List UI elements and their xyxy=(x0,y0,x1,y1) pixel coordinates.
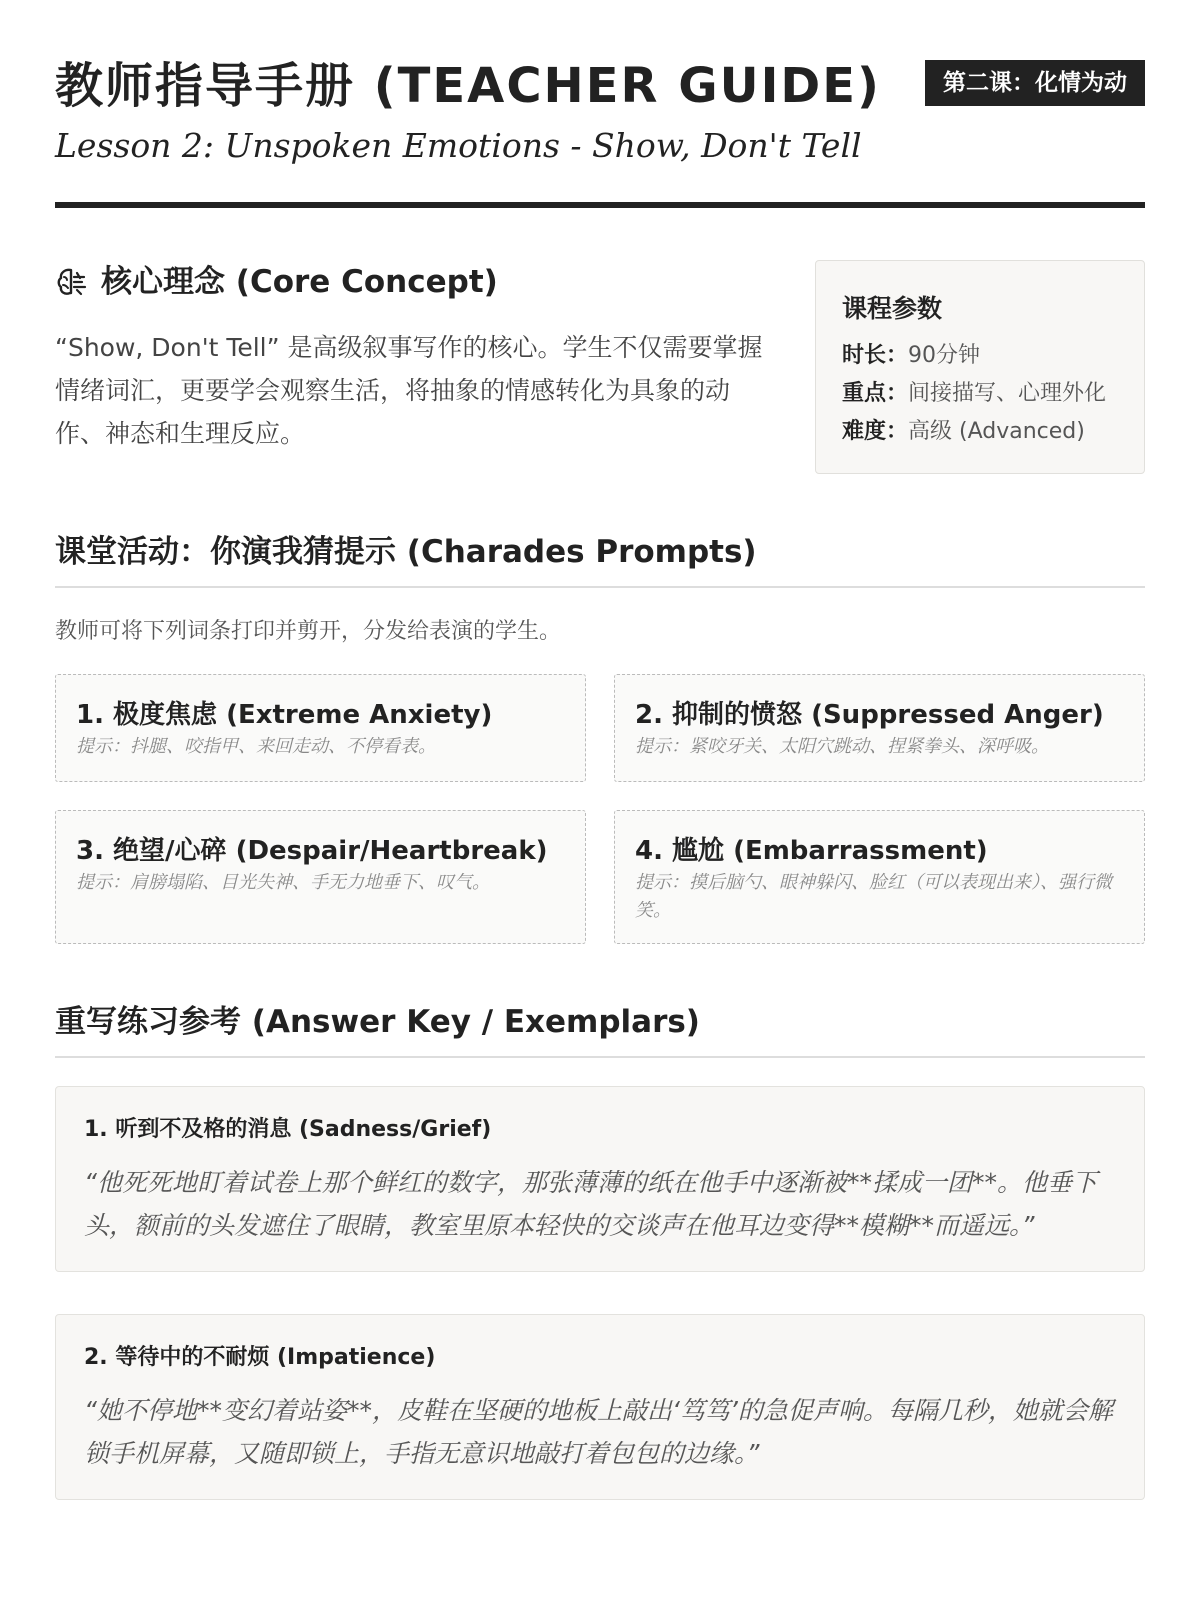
activity-note: 教师可将下列词条打印并剪开，分发给表演的学生。 xyxy=(55,619,562,644)
param-label: 难度： xyxy=(842,419,909,444)
exemplar-card xyxy=(55,1086,1145,1272)
answer-key-section xyxy=(55,1000,1145,1500)
exemplar-title: 1. 听到不及格的消息 (Sadness/Grief) xyxy=(84,1117,492,1142)
exemplar-text: “她不停地**变幻着站姿**，皮鞋在坚硬的地板上敲出‘笃笃’的急促声响。每隔几秒，她就会解锁手机屏幕，又随即锁上，手指无意识地敲打着包包的边缘。” xyxy=(84,1396,1113,1468)
prompt-hint: 提示：紧咬牙关、太阳穴跳动、捏紧拳头、深呼吸。 xyxy=(635,736,1049,757)
prompt-hint: 提示：肩膀塌陷、目光失神、手无力地垂下、叹气。 xyxy=(76,872,490,893)
param-value: 高级 (Advanced) xyxy=(908,419,1085,444)
exemplar-card xyxy=(55,1314,1145,1500)
core-concept-section xyxy=(55,260,1145,474)
prompt-card xyxy=(55,810,586,944)
prompt-card xyxy=(55,674,586,782)
page-subtitle: Lesson 2: Unspoken Emotions - Show, Don't Tell xyxy=(55,126,862,165)
param-value: 间接描写、心理外化 xyxy=(908,381,1107,406)
prompt-title: 2. 抑制的愤怒 (Suppressed Anger) xyxy=(635,700,1104,730)
page-header xyxy=(55,0,1145,208)
exemplar-title: 2. 等待中的不耐烦 (Impatience) xyxy=(84,1345,436,1370)
activity-heading: 课堂活动：你演我猜提示 (Charades Prompts) xyxy=(55,530,1145,588)
prompt-hint: 提示：抖腿、咬指甲、来回走动、不停看表。 xyxy=(76,736,436,757)
course-params-title: 课程参数 xyxy=(842,294,943,323)
core-concept-content xyxy=(55,260,770,474)
prompt-card xyxy=(614,674,1145,782)
prompt-card xyxy=(614,810,1145,944)
prompt-title: 1. 极度焦虑 (Extreme Anxiety) xyxy=(76,700,493,730)
prompt-grid xyxy=(55,674,1145,944)
param-row-focus xyxy=(842,377,1118,411)
param-row-duration xyxy=(842,339,1118,373)
lesson-badge: 第二课：化情为动 xyxy=(925,60,1145,106)
core-concept-heading-text: 核心理念 (Core Concept) xyxy=(101,264,498,300)
core-concept-heading xyxy=(55,260,770,304)
core-concept-text: “Show, Don't Tell” 是高级叙事写作的核心。学生不仅需要掌握情绪词汇，更要学会观察生活，将抽象的情感转化为具象的动作、神态和生理反应。 xyxy=(55,333,763,448)
activity-section xyxy=(55,530,1145,944)
answer-key-heading: 重写练习参考 (Answer Key / Exemplars) xyxy=(55,1000,1145,1058)
param-label: 时长： xyxy=(842,343,909,368)
prompt-title: 3. 绝望/心碎 (Despair/Heartbreak) xyxy=(76,836,548,866)
title-row xyxy=(55,52,1145,120)
param-value: 90分钟 xyxy=(908,343,981,368)
prompt-title: 4. 尴尬 (Embarrassment) xyxy=(635,836,988,866)
exemplar-text: “他死死地盯着试卷上那个鲜红的数字，那张薄薄的纸在他手中逐渐被**揉成一团**。他垂下头，额前的头发遮住了眼睛，教室里原本轻快的交谈声在他耳边变得**模糊**而遥远。” xyxy=(84,1168,1097,1240)
prompt-hint: 提示：摸后脑勺、眼神躲闪、脸红（可以表现出来）、强行微笑。 xyxy=(635,872,1112,921)
page-title: 教师指导手册 (TEACHER GUIDE) xyxy=(55,58,881,114)
param-row-difficulty xyxy=(842,415,1118,449)
param-label: 重点： xyxy=(842,381,909,406)
course-params-box xyxy=(815,260,1145,474)
brain-icon xyxy=(55,265,89,299)
